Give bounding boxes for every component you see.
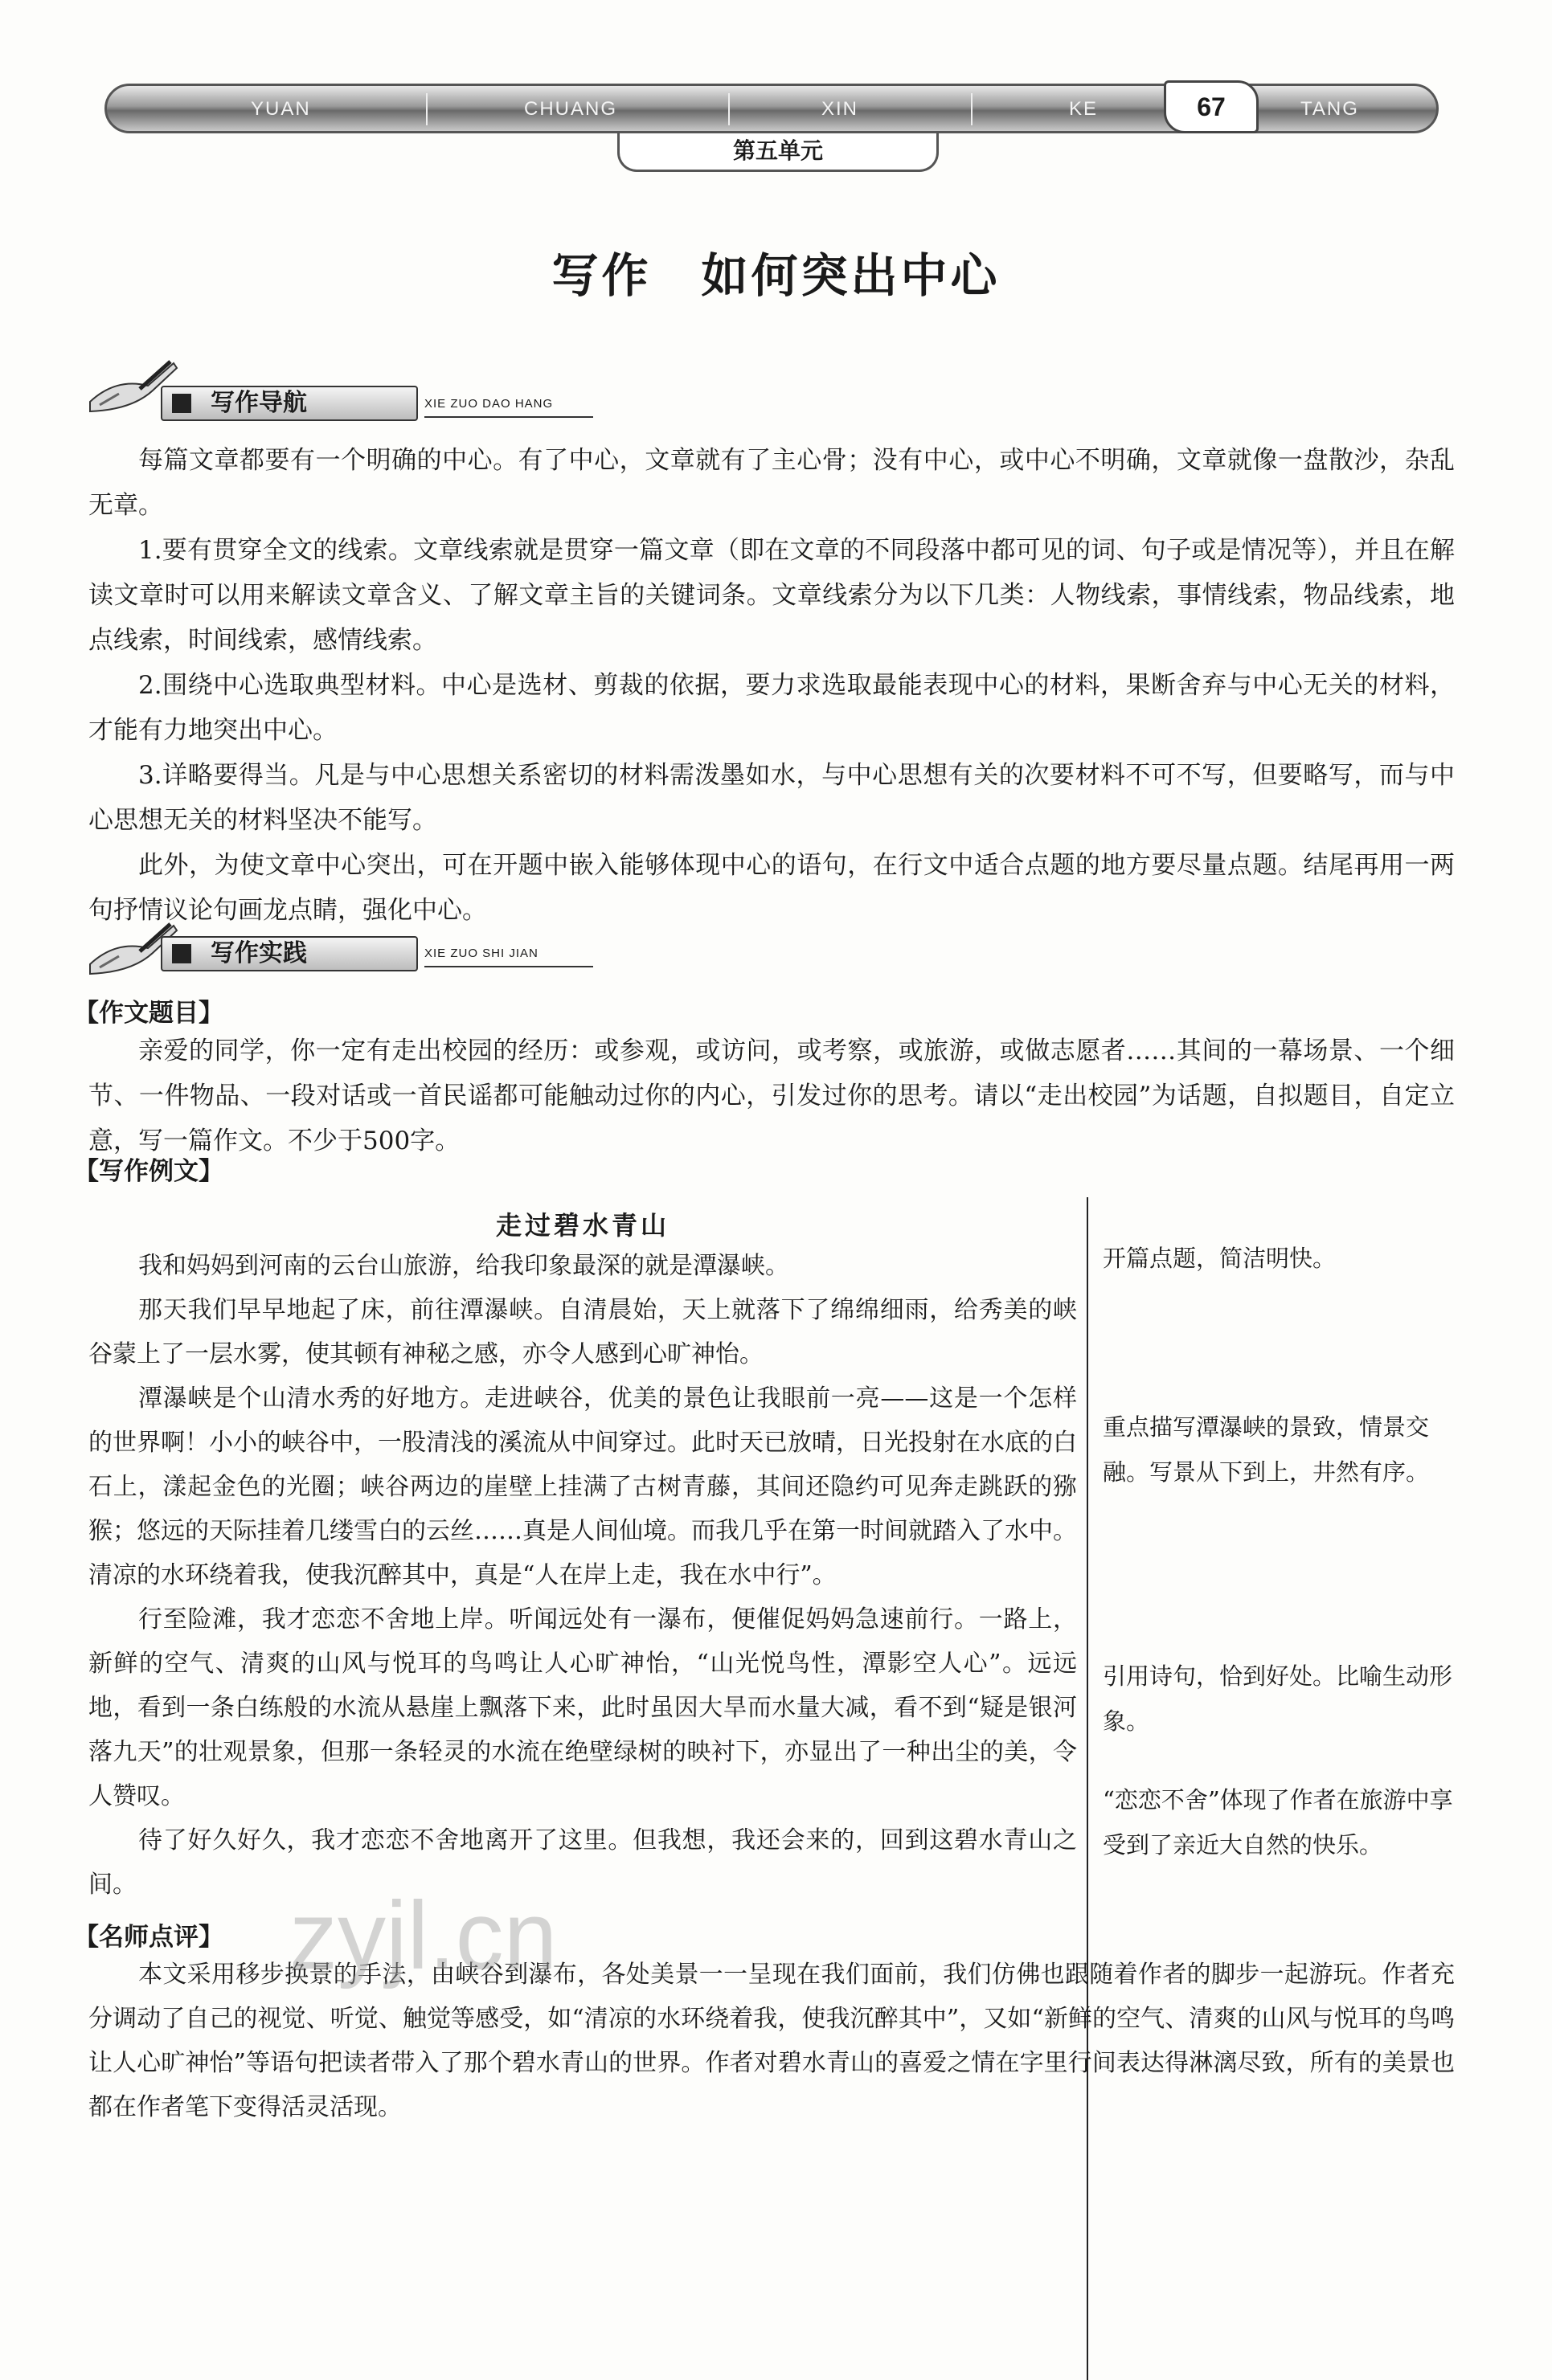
margin-note: 开篇点题，简洁明快。 [1103, 1245, 1337, 1272]
essay-body [88, 1244, 1077, 1907]
section-underline [424, 416, 593, 418]
review-label-visible: 【名师点评】 [74, 1923, 223, 1952]
topic-label: 【作文题目】 [74, 999, 223, 1028]
margin-divider [1087, 1197, 1088, 2380]
watermark: zyjl.cn [289, 1882, 558, 1989]
guide-paragraph: 2.围绕中心选取典型材料。中心是选材、剪裁的依据，要力求选取最能表现中心的材料，果断舍弃与中心无关的材料，才能有力地突出中心。 [88, 671, 1455, 745]
margin-note: “恋恋不舍”体现了作者在旅游中享受到了亲近大自然的快乐。 [1103, 1786, 1453, 1859]
page-title: 写作 如何突出中心 [551, 248, 1001, 303]
header-word: XIN [821, 98, 859, 120]
example-label: 【写作例文】 [74, 1157, 223, 1186]
guide-text [88, 438, 1455, 933]
header-separator [971, 93, 973, 125]
header-word: YUAN [251, 98, 311, 120]
topic-paragraph: 亲爱的同学，你一定有走出校园的经历：或参观，或访问，或考察，或旅游，或做志愿者……其间的一幕场景、一个细节、一件物品、一段对话或一首民谣都可能触动过你的内心，引发过你的思考。请以“走出校园”为话题，自拟题目，自定立意，写一篇作文。不少于500字。 [88, 1037, 1455, 1155]
essay-paragraph: 我和妈妈到河南的云台山旅游，给我印象最深的就是潭瀑峡。 [138, 1252, 789, 1280]
header-word: KE [1069, 98, 1099, 120]
section-pinyin: XIE ZUO SHI JIAN [424, 947, 538, 960]
essay-title: 走过碧水青山 [495, 1210, 670, 1241]
page-number: 67 [1164, 80, 1259, 133]
margin-note: 引用诗句，恰到好处。比喻生动形象。 [1103, 1662, 1453, 1735]
essay-paragraph: 那天我们早早地起了床，前往潭瀑峡。自清晨始，天上就落下了绵绵细雨，给秀美的峡谷蒙上了一层水雾，使其顿有神秘之感，亦令人感到心旷神怡。 [88, 1296, 1077, 1368]
header-separator [426, 93, 428, 125]
guide-paragraph: 此外，为使文章中心突出，可在开题中嵌入能够体现中心的语句，在行文中适合点题的地方要尽量点题。结尾再用一两句抒情议论句画龙点睛，强化中心。 [88, 851, 1455, 925]
essay-paragraph: 待了好久好久，我才恋恋不舍地离开了这里。但我想，我还会来的，回到这碧水青山之间。 [88, 1826, 1077, 1899]
guide-paragraph: 1.要有贯穿全文的线索。文章线索就是贯穿一篇文章（即在文章的不同段落中都可见的词、句子或是情况等），并且在解读文章时可以用来解读文章含义、了解文章主旨的关键词条。文章线索分为以下几类：人物线索，事情线索，物品线索，地点线索，时间线索，感情线索。 [88, 536, 1455, 655]
header-word: CHUANG [524, 98, 618, 120]
guide-paragraph: 每篇文章都要有一个明确的中心。有了中心，文章就有了主心骨；没有中心，或中心不明确，文章就像一盘散沙，杂乱无章。 [88, 446, 1455, 520]
topic-text [88, 1028, 1455, 1163]
header-separator [728, 93, 730, 125]
section-header-guide: 写作导航 [161, 386, 418, 421]
unit-label: 第五单元 [617, 133, 939, 172]
guide-paragraph: 3.详略要得当。凡是与中心思想关系密切的材料需泼墨如水，与中心思想有关的次要材料不可不写，但要略写，而与中心思想无关的材料坚决不能写。 [88, 761, 1455, 835]
essay-paragraph: 潭瀑峡是个山清水秀的好地方。走进峡谷，优美的景色让我眼前一亮——这是一个怎样的世界啊！小小的峡谷中，一股清浅的溪流从中间穿过。此时天已放晴，日光投射在水底的白石上，漾起金色的光圈；峡谷两边的崖壁上挂满了古树青藤，其间还隐约可见奔走跳跃的猕猴；悠远的天际挂着几缕雪白的云丝……真是人间仙境。而我几乎在第一时间就踏入了水中。清凉的水环绕着我，使我沉醉其中，真是“人在岸上走，我在水中行”。 [88, 1384, 1077, 1589]
header-word: TANG [1300, 98, 1359, 120]
section-pinyin: XIE ZUO DAO HANG [424, 397, 554, 411]
essay-paragraph: 行至险滩，我才恋恋不舍地上岸。听闻远处有一瀑布，便催促妈妈急速前行。一路上，新鲜的空气、清爽的山风与悦耳的鸟鸣让人心旷神怡，“山光悦鸟性，潭影空人心”。远远地，看到一条白练般的水流从悬崖上飘落下来，此时虽因大旱而水量大减，看不到“疑是银河落九天”的壮观景象，但那一条轻灵的水流在绝壁绿树的映衬下，亦显出了一种出尘的美，令人赞叹。 [88, 1605, 1077, 1810]
section-underline [424, 966, 593, 967]
margin-note: 重点描写潭瀑峡的景致，情景交融。写景从下到上，井然有序。 [1103, 1413, 1430, 1486]
section-header-practice: 写作实践 [161, 936, 418, 971]
review-paragraph: 本文采用移步换景的手法，由峡谷到瀑布，各处美景一一呈现在我们面前，我们仿佛也跟随着作者的脚步一起游玩。作者充分调动了自己的视觉、听觉、触觉等感受，如“清凉的水环绕着我，使我沉醉其中”，又如“新鲜的空气、清爽的山风与悦耳的鸟鸣让人心旷神怡”等语句把读者带入了那个碧水青山的世界。作者对碧水青山的喜爱之情在字里行间表达得淋漓尽致，所有的美景也都在作者笔下变得活灵活现。 [88, 1961, 1455, 2121]
